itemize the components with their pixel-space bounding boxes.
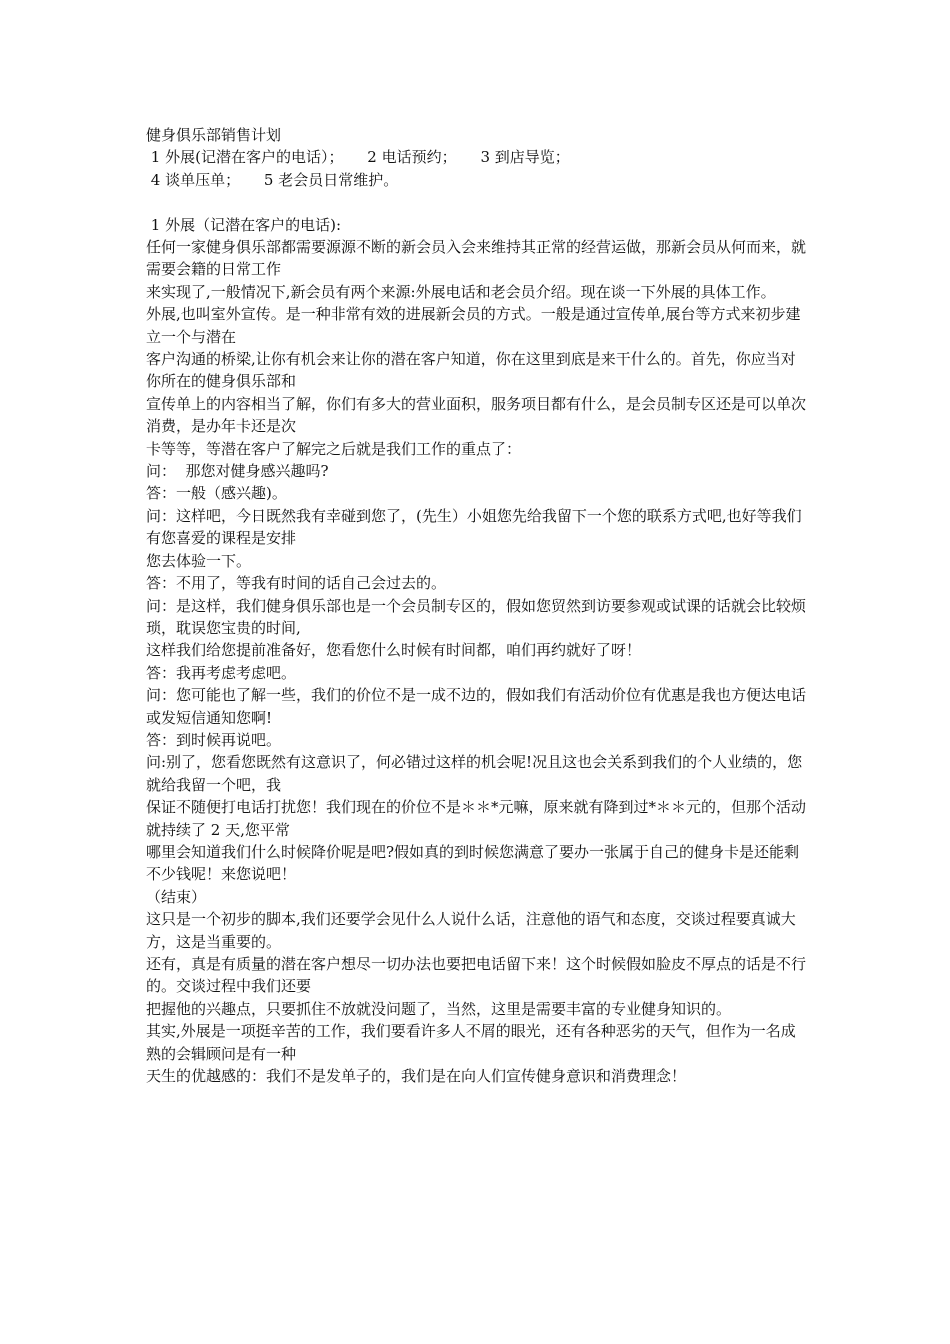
paragraph-line: 外展,也叫室外宣传。是一种非常有效的进展新会员的方式。一般是通过宣传单,展台等方式来初步建立一个与潜在 bbox=[146, 305, 801, 346]
paragraph-line: 保证不随便打电话打扰您！我们现在的价位不是＊＊*元嘛，原来就有降到过*＊＊元的，但那个活动就持续了 2 天,您平常 bbox=[146, 798, 807, 839]
paragraph-line: 问：您可能也了解一些，我们的价位不是一成不边的，假如我们有活动价位有优惠是我也方便达电话或发短信通知您啊! bbox=[146, 686, 807, 727]
document-title: 健身俱乐部销售计划 bbox=[146, 126, 282, 144]
paragraph-line: 答：不用了，等我有时间的话自己会过去的。 bbox=[146, 574, 447, 593]
paragraph-line: 您去体验一下。 bbox=[146, 551, 252, 570]
paragraph-line: 把握他的兴趣点，只要抓住不放就没问题了，当然，这里是需要丰富的专业健身知识的。 bbox=[146, 999, 732, 1018]
paragraph-line: 问：这样吧，今日既然我有幸碰到您了，(先生）小姐您先给我留下一个您的联系方式吧,也好等我们有您喜爱的课程是安排 bbox=[146, 506, 802, 548]
paragraph-line: 答：到时候再说吧。 bbox=[146, 730, 282, 749]
paragraph-line: （结束） bbox=[146, 887, 207, 906]
paragraph-line: 客户沟通的桥梁,让你有机会来让你的潜在客户知道，你在这里到底是来干什么的。首先，你应当对你所在的健身俱乐部和 bbox=[146, 350, 796, 391]
paragraph-line: 答：一般（感兴趣)。 bbox=[146, 484, 287, 503]
paragraph-line: 其实,外展是一项挺辛苦的工作，我们要看许多人不屑的眼光，还有各种恶劣的天气，但作为一名成熟的会辑顾问是有一种 bbox=[146, 1022, 796, 1063]
paragraph-line: 这样我们给您提前准备好，您看您什么时候有时间都，咱们再约就好了呀！ bbox=[146, 641, 642, 660]
paragraph-line: 这只是一个初步的脚本,我们还要学会见什么人说什么话，注意他的语气和态度，交谈过程要真诚大方，这是当重要的。 bbox=[146, 910, 796, 951]
document-body bbox=[146, 124, 808, 1087]
paragraph-line: 还有，真是有质量的潜在客户想尽一切办法也要把电话留下来！这个时候假如脸皮不厚点的话是不行的。交谈过程中我们还要 bbox=[146, 955, 807, 996]
paragraph-line: 问:别了，您看您既然有这意识了，何必错过这样的机会呢!况且这也会关系到我们的个人业绩的，您就给我留一个吧，我 bbox=[146, 753, 803, 794]
paragraph-line: 宣传单上的内容相当了解，你们有多大的营业面积，服务项目都有什么，是会员制专区还是可以单次消费，是办年卡还是次 bbox=[146, 394, 807, 436]
paragraph-line: 问： 那您对健身感兴趣吗? bbox=[146, 462, 329, 481]
paragraph-line: 1 外展(记潜在客户的电话）； 2 电话预约； 3 到店导览； bbox=[146, 148, 570, 167]
paragraph-line: 4 谈单压单； 5 老会员日常维护。 bbox=[146, 170, 399, 189]
paragraph-line: 问：是这样，我们健身俱乐部也是一个会员制专区的，假如您贸然到访要参观或试课的话就会比较烦琐，耽误您宝贵的时间, bbox=[146, 596, 807, 637]
paragraph-line: 1 外展（记潜在客户的电话): bbox=[146, 215, 341, 234]
paragraph-line: 哪里会知道我们什么时候降价呢是吧?假如真的到时候您满意了要办一张属于自己的健身卡是还能剩不少钱呢！来您说吧！ bbox=[146, 842, 800, 884]
blank-line bbox=[146, 191, 808, 213]
document-lines bbox=[146, 146, 808, 1087]
paragraph-line: 天生的优越感的：我们不是发单子的，我们是在向人们宣传健身意识和消费理念！ bbox=[146, 1067, 687, 1086]
paragraph-line: 卡等等，等潜在客户了解完之后就是我们工作的重点了： bbox=[146, 439, 522, 458]
paragraph-line: 来实现了,一般情况下,新会员有两个来源:外展电话和老会员介绍。现在谈一下外展的具体工作。 bbox=[146, 282, 776, 301]
paragraph-line: 任何一家健身俱乐部都需要源源不断的新会员入会来维持其正常的经营运做，那新会员从何而来，就需要会籍的日常工作 bbox=[146, 238, 807, 279]
paragraph-line: 答：我再考虑考虑吧。 bbox=[146, 663, 297, 682]
